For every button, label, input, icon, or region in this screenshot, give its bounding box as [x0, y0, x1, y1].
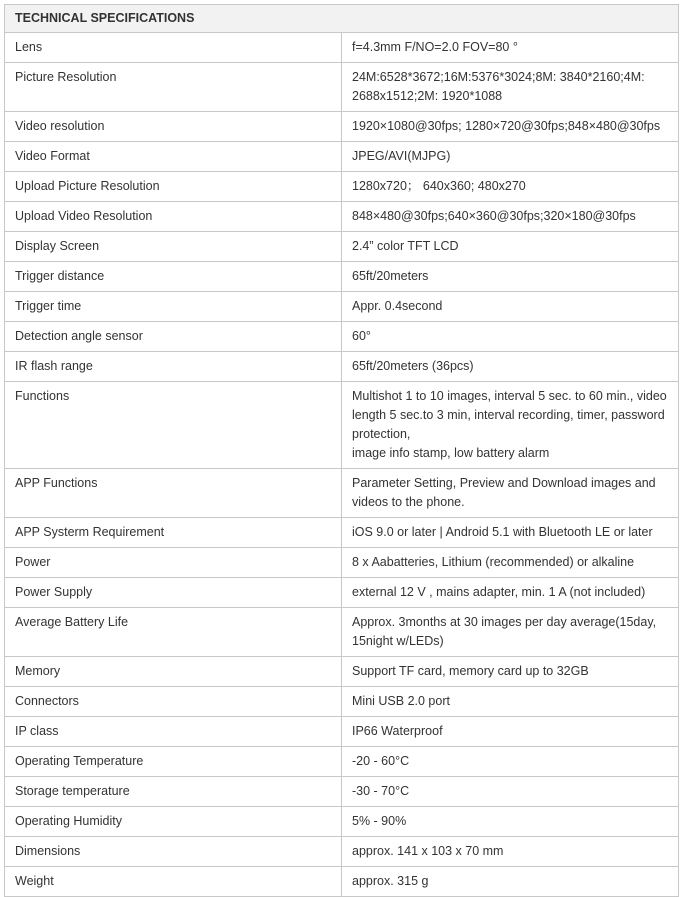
spec-value	[342, 687, 679, 717]
table-row	[5, 63, 679, 112]
spec-value	[342, 837, 679, 867]
spec-value-line: IP66 Waterproof	[352, 724, 443, 738]
table-row	[5, 352, 679, 382]
spec-value	[342, 469, 679, 518]
spec-value-line: f=4.3mm F/NO=2.0 FOV=80 °	[352, 40, 518, 54]
table-row	[5, 518, 679, 548]
spec-value	[342, 112, 679, 142]
table-row	[5, 142, 679, 172]
table-row	[5, 292, 679, 322]
spec-label: Trigger distance	[5, 262, 342, 292]
spec-value	[342, 548, 679, 578]
table-row	[5, 807, 679, 837]
spec-value	[342, 63, 679, 112]
spec-label: Operating Temperature	[5, 747, 342, 777]
spec-value	[342, 262, 679, 292]
spec-value-line: image info stamp, low battery alarm	[352, 446, 550, 460]
spec-label: Detection angle sensor	[5, 322, 342, 352]
spec-value	[342, 172, 679, 202]
table-row	[5, 262, 679, 292]
spec-value	[342, 578, 679, 608]
spec-value	[342, 33, 679, 63]
table-row	[5, 382, 679, 469]
spec-value	[342, 518, 679, 548]
spec-label: Power Supply	[5, 578, 342, 608]
table-row	[5, 469, 679, 518]
spec-value	[342, 142, 679, 172]
table-row	[5, 717, 679, 747]
spec-value	[342, 657, 679, 687]
table-title: TECHNICAL SPECIFICATIONS	[5, 5, 679, 33]
spec-label: IR flash range	[5, 352, 342, 382]
table-row	[5, 172, 679, 202]
spec-value	[342, 322, 679, 352]
spec-value-line: 848×480@30fps;640×360@30fps;320×180@30fps	[352, 209, 636, 223]
table-row	[5, 202, 679, 232]
spec-label: Dimensions	[5, 837, 342, 867]
spec-value-line: approx. 141 x 103 x 70 mm	[352, 844, 504, 858]
spec-label: Memory	[5, 657, 342, 687]
spec-value	[342, 202, 679, 232]
spec-label: Display Screen	[5, 232, 342, 262]
spec-value-line: 65ft/20meters	[352, 269, 429, 283]
table-row	[5, 548, 679, 578]
spec-value	[342, 352, 679, 382]
spec-value-line: JPEG/AVI(MJPG)	[352, 149, 451, 163]
spec-label: Picture Resolution	[5, 63, 342, 112]
table-row	[5, 867, 679, 897]
table-row	[5, 837, 679, 867]
spec-table-body	[5, 5, 679, 897]
spec-value-line: Parameter Setting, Preview and Download images and videos to the phone.	[352, 476, 656, 509]
spec-label: Video resolution	[5, 112, 342, 142]
spec-label: Storage temperature	[5, 777, 342, 807]
spec-value	[342, 382, 679, 469]
spec-label: APP Functions	[5, 469, 342, 518]
spec-label: Operating Humidity	[5, 807, 342, 837]
spec-value-line: Multishot 1 to 10 images, interval 5 sec. to 60 min., video length 5 sec.to 3 min, interval recording, timer, password protection,	[352, 389, 667, 441]
spec-value-line: -20 - 60°C	[352, 754, 410, 768]
table-row	[5, 322, 679, 352]
spec-value	[342, 292, 679, 322]
spec-label: Trigger time	[5, 292, 342, 322]
spec-value-line: iOS 9.0 or later | Android 5.1 with Bluetooth LE or later	[352, 525, 653, 539]
spec-value-line: -30 - 70°C	[352, 784, 410, 798]
spec-label: IP class	[5, 717, 342, 747]
spec-value	[342, 867, 679, 897]
spec-label: Power	[5, 548, 342, 578]
spec-value	[342, 747, 679, 777]
spec-value	[342, 232, 679, 262]
table-header-row	[5, 5, 679, 33]
spec-value-line: 65ft/20meters (36pcs)	[352, 359, 474, 373]
spec-label: Video Format	[5, 142, 342, 172]
table-row	[5, 608, 679, 657]
table-row	[5, 777, 679, 807]
spec-label: Upload Picture Resolution	[5, 172, 342, 202]
spec-value-line: 60°	[352, 329, 371, 343]
spec-value-line: Approx. 3months at 30 images per day average(15day, 15night w/LEDs)	[352, 615, 657, 648]
table-row	[5, 112, 679, 142]
table-row	[5, 232, 679, 262]
spec-label: Weight	[5, 867, 342, 897]
spec-label: Lens	[5, 33, 342, 63]
spec-value-line: Mini USB 2.0 port	[352, 694, 450, 708]
spec-label: Connectors	[5, 687, 342, 717]
spec-value-line: Support TF card, memory card up to 32GB	[352, 664, 589, 678]
spec-label: Upload Video Resolution	[5, 202, 342, 232]
table-row	[5, 657, 679, 687]
spec-value-line: 2.4” color TFT LCD	[352, 239, 459, 253]
spec-table-container	[4, 4, 679, 897]
spec-value-line: Appr. 0.4second	[352, 299, 443, 313]
spec-value	[342, 777, 679, 807]
spec-value-line: 8 x Aabatteries, Lithium (recommended) or alkaline	[352, 555, 635, 569]
table-row	[5, 578, 679, 608]
spec-value-line: external 12 V , mains adapter, min. 1 A (not included)	[352, 585, 646, 599]
table-row	[5, 33, 679, 63]
spec-value	[342, 807, 679, 837]
spec-value-line: approx. 315 g	[352, 874, 429, 888]
table-row	[5, 747, 679, 777]
spec-value-line: 5% - 90%	[352, 814, 407, 828]
spec-value	[342, 717, 679, 747]
spec-value-line: 1920×1080@30fps; 1280×720@30fps;848×480@30fps	[352, 119, 661, 133]
spec-label: Functions	[5, 382, 342, 469]
spec-value-line: 1280x720； 640x360; 480x270	[352, 179, 526, 193]
spec-label: APP Systerm Requirement	[5, 518, 342, 548]
spec-table	[4, 4, 679, 897]
table-row	[5, 687, 679, 717]
spec-label: Average Battery Life	[5, 608, 342, 657]
spec-value-line: 24M:6528*3672;16M:5376*3024;8M: 3840*2160;4M: 2688x1512;2M: 1920*1088	[352, 70, 645, 103]
spec-value	[342, 608, 679, 657]
